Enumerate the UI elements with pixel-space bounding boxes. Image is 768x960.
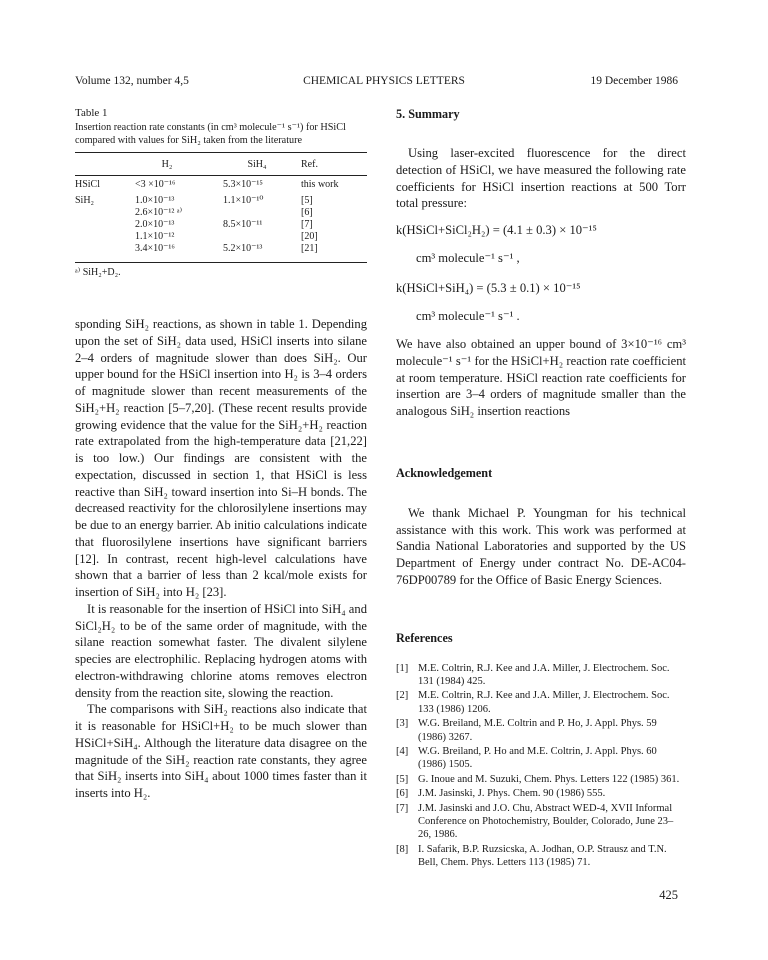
reference-number: [1] [396, 662, 409, 674]
equation-units: cm³ molecule⁻¹ s⁻¹ , [416, 251, 520, 265]
table-group-hsicl [75, 179, 367, 191]
reference-number: [2] [396, 690, 409, 702]
left-column [75, 107, 367, 802]
table-row: SiH₂ 1.0×10⁻¹³ 1.1×10⁻¹⁰ [5] [75, 195, 313, 206]
equation-sih4: k(HSiCl+SiH₄) = (5.3 ± 0.1) × 10⁻¹⁵ [396, 281, 581, 295]
reference-list [396, 662, 686, 870]
reference-number: [4] [396, 745, 409, 757]
reference-number: [3] [396, 718, 409, 730]
reference-item [396, 689, 686, 716]
reference-number: [7] [396, 802, 409, 814]
reference-item [396, 802, 686, 842]
running-head-date: 19 December 1986 [590, 75, 678, 87]
table-row: HSiCl <3 ×10⁻¹⁶ 5.3×10⁻¹⁵ this work [75, 179, 339, 190]
table-header-row [75, 153, 367, 175]
reference-number: [6] [396, 788, 409, 800]
reference-item [396, 717, 686, 744]
page-number: 425 [659, 888, 678, 902]
table-row: 2.6×10⁻¹² ᵃ⁾ [6] [135, 207, 313, 218]
table-footnote: ᵃ⁾ SiH₂+D₂. [75, 267, 121, 278]
reference-text: W.G. Breiland, P. Ho and M.E. Coltrin, J. Appl. Phys. 60 (1986) 1505. [418, 745, 657, 771]
reference-text: M.E. Coltrin, R.J. Kee and J.A. Miller, J. Electrochem. Soc. 131 (1984) 425. [418, 662, 670, 687]
reference-number: [8] [396, 843, 409, 855]
reference-number: [5] [396, 773, 409, 785]
table-header-sih4: SiH₄ [247, 159, 267, 170]
running-head-journal: CHEMICAL PHYSICS LETTERS [303, 75, 465, 87]
reference-text: J.M. Jasinski and J.O. Chu, Abstract WED-4, XVII Informal Conference on Photochemistry, Boulder, Colorado, June 23–26, 1986. [418, 802, 674, 841]
equation-units: cm³ molecule⁻¹ s⁻¹ . [416, 309, 520, 323]
reference-text: W.G. Breiland, M.E. Coltrin and P. Ho, J. Appl. Phys. 59 (1986) 3267. [418, 718, 657, 743]
table-header-species [75, 159, 121, 171]
paragraph: It is reasonable for the insertion of HSiCl into SiH₄ and SiCl₂H₂ to be of the same order of magnitude, with the silane reaction somewhat faster. The divalent silylene species are electrophilic. Replacing hydrogen atoms with electron-withdrawing chlorine atoms removes electron density from the reaction site, slowing the reaction. [75, 601, 367, 700]
section-heading-acknowledgement: Acknowledgement [396, 465, 493, 480]
table-number: Table 1 [75, 107, 108, 119]
acknowledgement-body [396, 505, 686, 589]
reference-item [396, 745, 686, 772]
reference-item [396, 787, 686, 800]
section-heading-references: References [396, 630, 453, 645]
table-row: 2.0×10⁻¹³ 8.5×10⁻¹¹ [7] [135, 219, 313, 230]
table-bottom-rule [75, 262, 367, 263]
table-caption: Insertion reaction rate constants (in cm³ molecule⁻¹ s⁻¹) for HSiCl compared with values for SiH₂ taken from the literature [75, 122, 346, 146]
reference-text: M.E. Coltrin, R.J. Kee and J.A. Miller, J. Electrochem. Soc. 133 (1986) 1206. [418, 690, 670, 715]
table-header-h2: H₂ [161, 159, 173, 170]
reference-item [396, 662, 686, 689]
table-body [75, 176, 367, 262]
paragraph: We thank Michael P. Youngman for his technical assistance with this work. This work was performed at Sandia National Laboratories and supported by the US Department of Energy under contract No. DE-AC04-76DP00789 for the Office of Basic Energy Sciences. [396, 505, 686, 587]
left-body-text [75, 316, 367, 802]
reference-text: G. Inoue and M. Suzuki, Chem. Phys. Letters 122 (1985) 361. [418, 773, 680, 785]
section-heading-summary: 5. Summary [396, 107, 460, 121]
table-header-ref: Ref. [301, 159, 318, 170]
reference-item [396, 773, 686, 786]
summary-body [396, 145, 686, 420]
paragraph: The comparisons with SiH₂ reactions also indicate that it is reasonable for HSiCl+H₂ to be much slower than HSiCl+SiH₄. Although the literature data disagree on the magnitude of the SiH₂ reaction rate constants, they agree that SiH₂ inserts into SiH₄ about 1000 times faster than it inserts into H₂. [75, 702, 367, 800]
reference-text: I. Safarik, B.P. Ruzsicska, A. Jodhan, O.P. Strausz and T.N. Bell, Chem. Phys. Letters 113 (1985) 71. [418, 843, 667, 869]
paragraph: sponding SiH₂ reactions, as shown in table 1. Depending upon the set of SiH₂ data used, HSiCl inserts into silane 2–4 orders of magnitude slower than does SiH₂. Our upper bound for the HSiCl insertion into H₂ is 3–4 orders of magnitude slower than recent measurements of the SiH₂+H₂ reaction [5–7,20]. (These recent results provide growing evidence that the value for the SiH₂+H₂ reaction rate extrapolated from the high-temperature data [21,22] is too low.) Our findings are consistent with the expectation, discussed in section 1, that HSiCl is less reactive than SiH₂ toward insertion into Si–H bonds. The decreased reactivity for the chlorosilylene insertions may be due to an energy barrier. Ab initio calculations indicate that fluorosilylene insertions have significant barriers [12]. In contrast, recent high-level calculations have shown that a barrier of less than 2 kcal/mole exists for insertion of SiH₂ into H₂ [23]. [75, 317, 367, 599]
right-column [396, 107, 686, 871]
paragraph: Using laser-excited fluorescence for the direct detection of HSiCl, we have measured the following rate coefficients for HSiCl insertion reactions at 500 Torr total pressure: [396, 146, 686, 211]
reference-item [396, 843, 686, 870]
table-group-sih2 [75, 195, 367, 255]
running-head-volume: Volume 132, number 4,5 [75, 75, 189, 87]
reference-text: J.M. Jasinski, J. Phys. Chem. 90 (1986) 555. [418, 788, 606, 800]
table-row: 1.1×10⁻¹² [20] [135, 231, 318, 242]
table-row: 3.4×10⁻¹⁶ 5.2×10⁻¹³ [21] [135, 243, 318, 254]
paragraph: We have also obtained an upper bound of 3×10⁻¹⁶ cm³ molecule⁻¹ s⁻¹ for the HSiCl+H₂ reaction rate coefficient at room temperature. HSiCl reaction rate coefficients for insertion are 3–4 orders of magnitude smaller than the analogous SiH₂ insertion reactions [396, 337, 686, 418]
equation-sicl2h2: k(HSiCl+SiCl₂H₂) = (4.1 ± 0.3) × 10⁻¹⁵ [396, 223, 597, 237]
